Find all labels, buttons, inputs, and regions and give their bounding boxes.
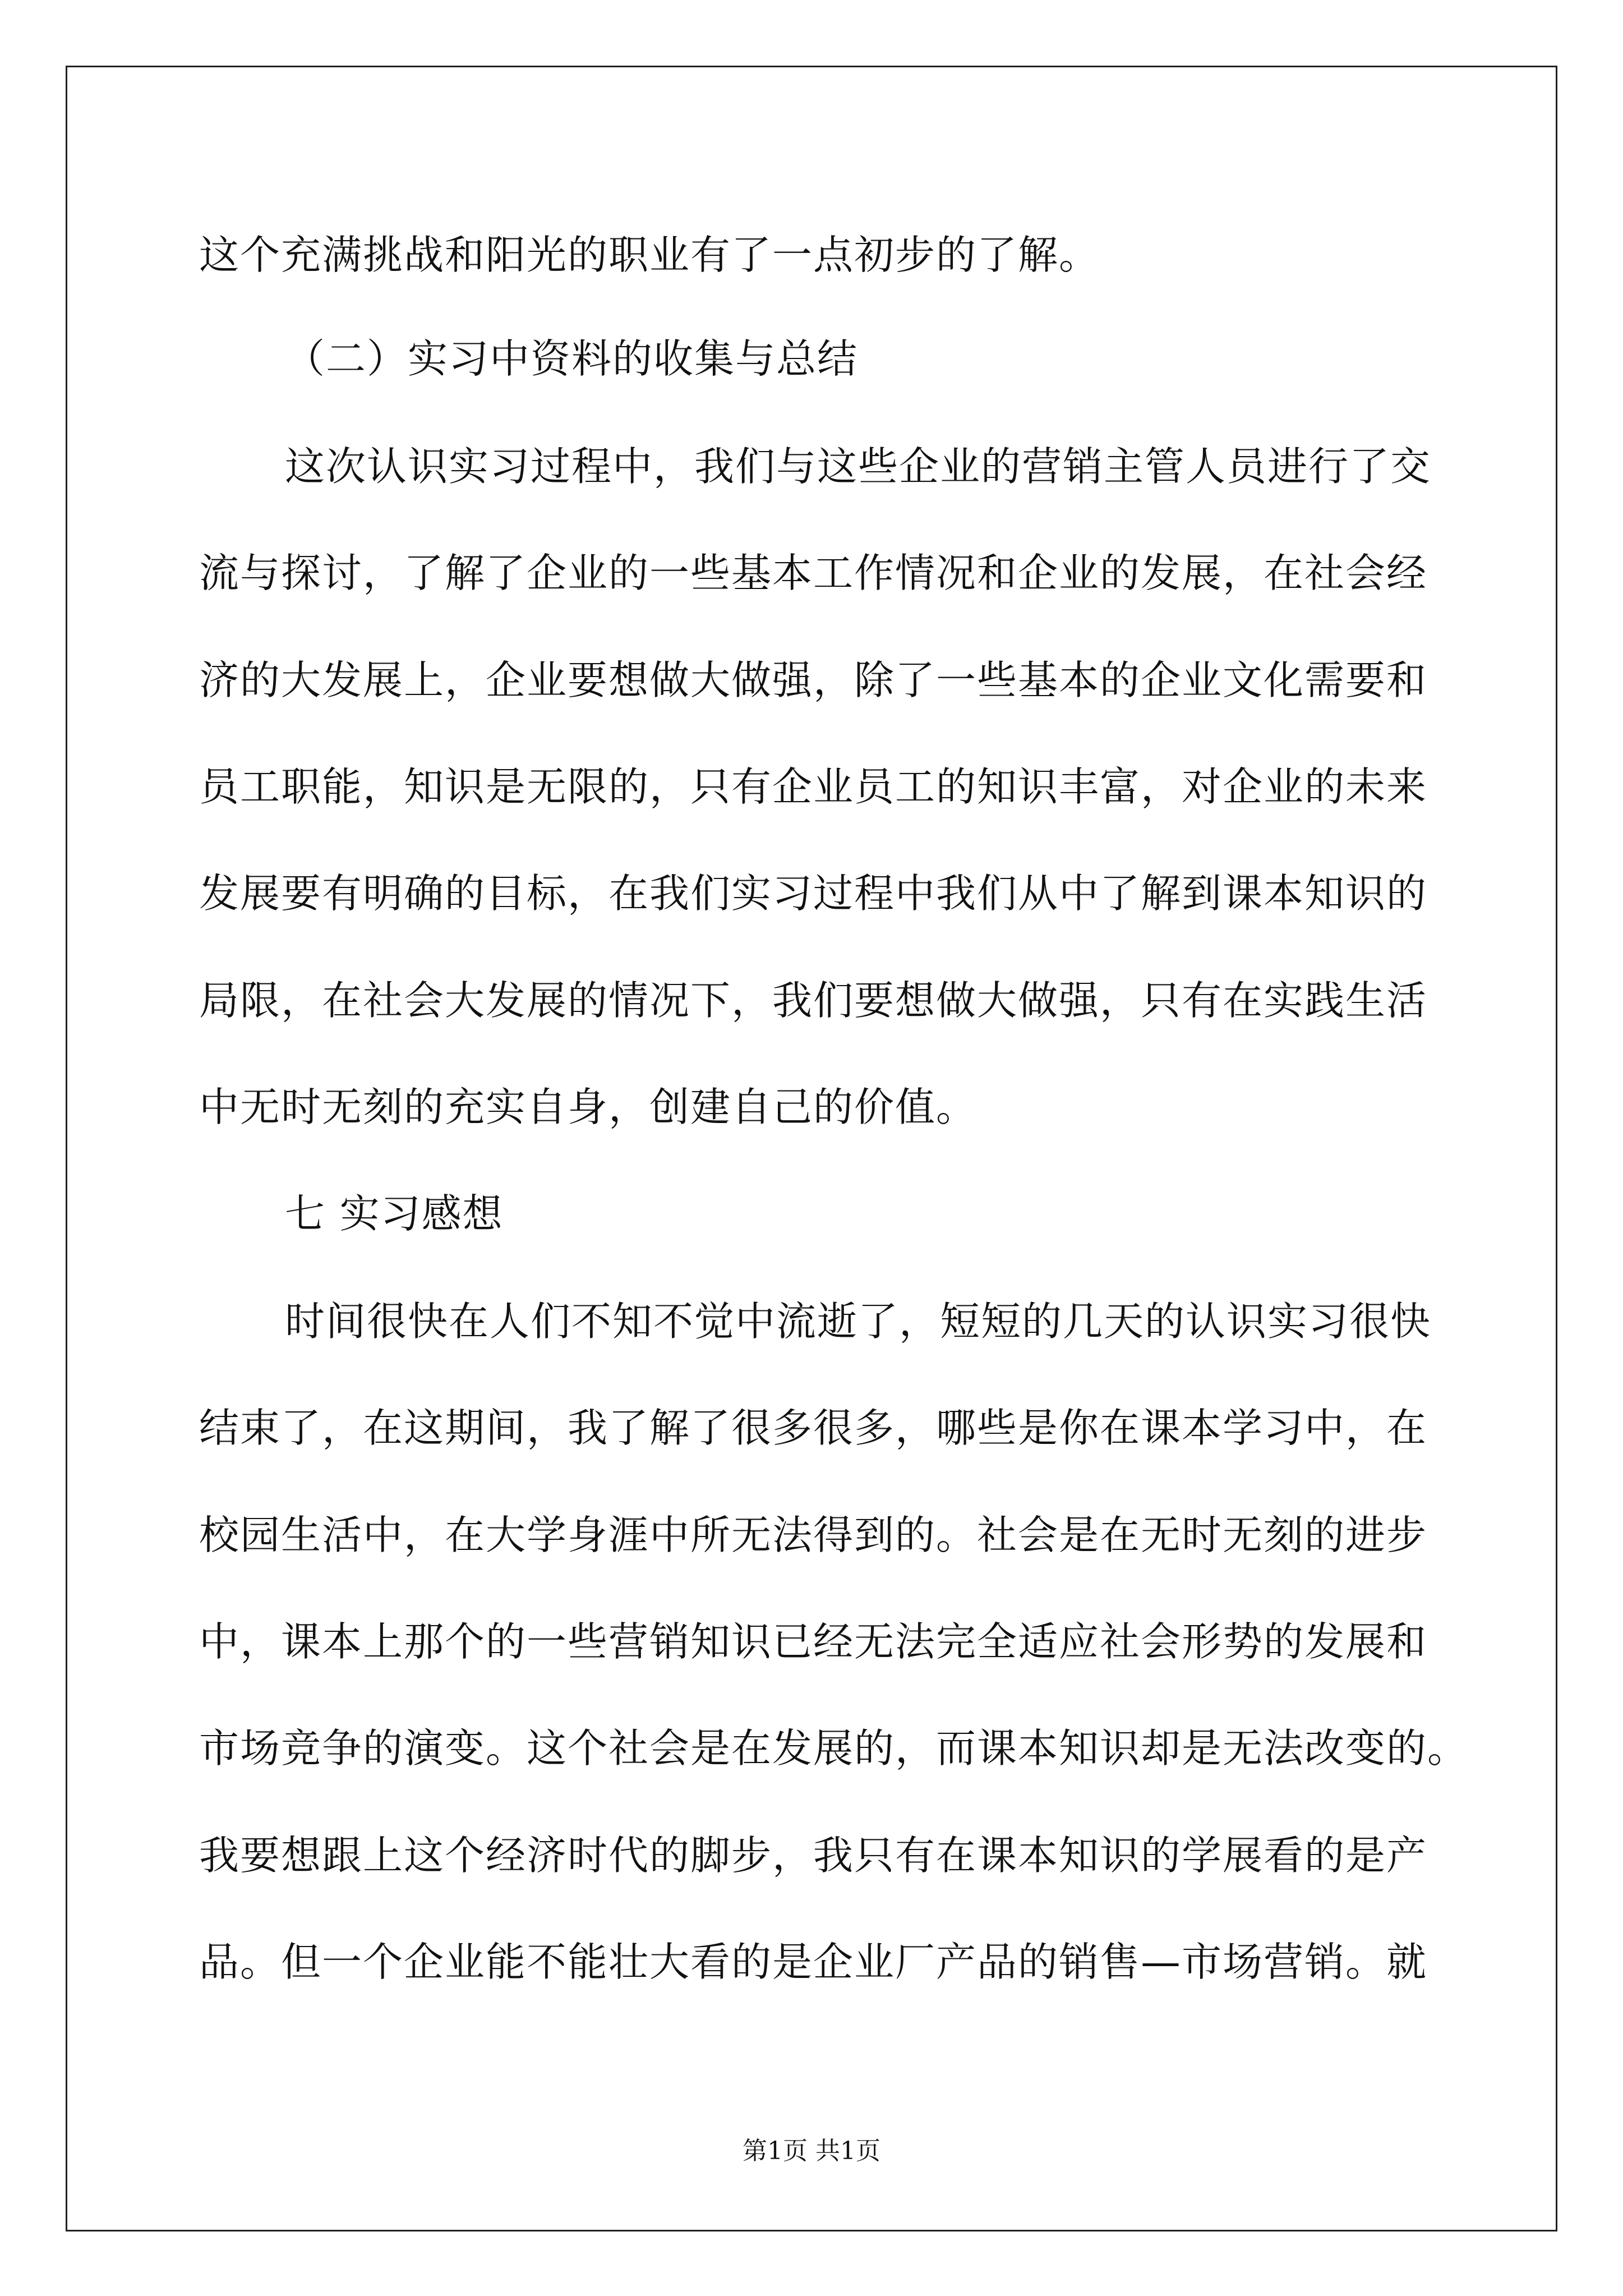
text-line-15: 市场竞争的演变。这个社会是在发展的，而课本知识却是无法改变的。 [199, 1725, 1469, 1772]
page-number-footer: 第1页 共1页 [743, 2137, 880, 2165]
page-border [66, 66, 1557, 2231]
section-heading-summary: （二）实习中资料的收集与总结 [285, 335, 859, 382]
text-line-9: 中无时无刻的充实自身，创建自己的价值。 [199, 1084, 978, 1130]
text-line-1: 这个充满挑战和阳光的职业有了一点初步的了解。 [199, 232, 1100, 278]
text-line-6: 员工职能，知识是无限的，只有企业员工的知识丰富，对企业的未来 [199, 763, 1428, 810]
text-line-11: 时间很快在人们不知不觉中流逝了，短短的几天的认识实习很快 [285, 1298, 1432, 1345]
text-line-5: 济的大发展上，企业要想做大做强，除了一些基本的企业文化需要和 [199, 657, 1428, 703]
text-line-7: 发展要有明确的目标，在我们实习过程中我们从中了解到课本知识的 [199, 870, 1428, 917]
text-line-14: 中，课本上那个的一些营销知识已经无法完全适应社会形势的发展和 [199, 1618, 1428, 1665]
text-line-16: 我要想跟上这个经济时代的脚步，我只有在课本知识的学展看的是产 [199, 1832, 1428, 1879]
text-line-17: 品。但一个企业能不能壮大看的是企业厂产品的销售—市场营销。就 [199, 1939, 1428, 1985]
text-line-8: 局限，在社会大发展的情况下，我们要想做大做强，只有在实践生活 [199, 977, 1428, 1024]
text-line-13: 校园生活中，在大学身涯中所无法得到的。社会是在无时无刻的进步 [199, 1512, 1428, 1558]
text-line-4: 流与探讨，了解了企业的一些基本工作情况和企业的发展，在社会经 [199, 550, 1428, 596]
text-line-12: 结束了，在这期间，我了解了很多很多，哪些是你在课本学习中，在 [199, 1405, 1428, 1451]
text-line-3: 这次认识实习过程中，我们与这些企业的营销主管人员进行了交 [285, 443, 1432, 490]
section-heading-reflections: 七 实习感想 [285, 1190, 504, 1237]
